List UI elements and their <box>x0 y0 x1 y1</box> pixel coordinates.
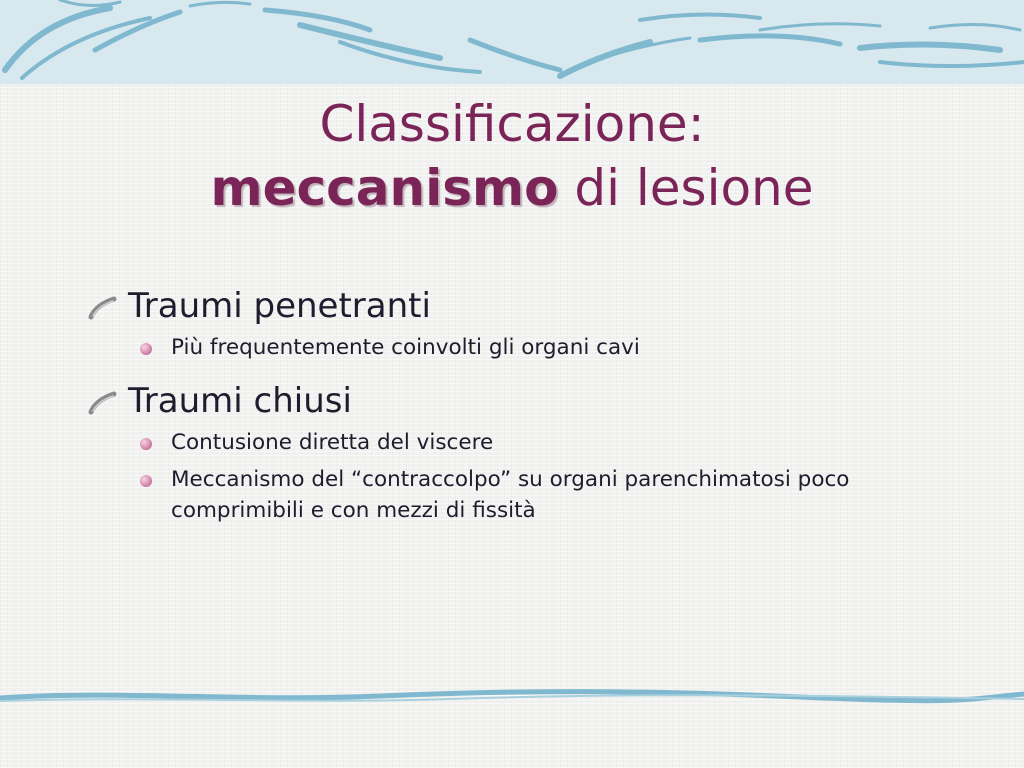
pink-dot-icon <box>140 343 152 355</box>
pink-dot-icon <box>140 475 152 487</box>
sub-bullet-text: Meccanismo del “contraccolpo” su organi parenchimatosi poco comprimibili e con mezzi di fissità <box>171 467 850 523</box>
wave-decoration-icon <box>0 0 1024 84</box>
bullet-label: Traumi penetranti <box>128 286 431 326</box>
decorative-wave-divider <box>0 684 1024 708</box>
bullet-item <box>86 377 946 425</box>
bullet-list <box>86 282 946 540</box>
sub-bullet-list <box>86 427 946 526</box>
sub-bullet-text: Più frequentemente coinvolti gli organi cavi <box>171 335 640 360</box>
bullet-label: Traumi chiusi <box>128 381 352 421</box>
sub-bullet-list <box>86 332 946 363</box>
title-line-1: Classificazione: <box>319 95 705 153</box>
sub-bullet-text: Contusione diretta del viscere <box>171 430 494 455</box>
pencil-stroke-icon <box>86 295 120 321</box>
wave-line-icon <box>0 684 1024 708</box>
decorative-wave-banner <box>0 0 1024 84</box>
title-emphasis: meccanismo <box>210 159 559 217</box>
title-line-2 <box>0 156 1024 220</box>
sub-bullet-item <box>86 332 901 363</box>
bullet-item <box>86 282 946 330</box>
pencil-stroke-icon <box>86 390 120 416</box>
title-rest: di lesione <box>558 159 814 217</box>
sub-bullet-item <box>86 464 901 526</box>
pink-dot-icon <box>140 438 152 450</box>
slide-title <box>0 92 1024 220</box>
sub-bullet-item <box>86 427 901 458</box>
